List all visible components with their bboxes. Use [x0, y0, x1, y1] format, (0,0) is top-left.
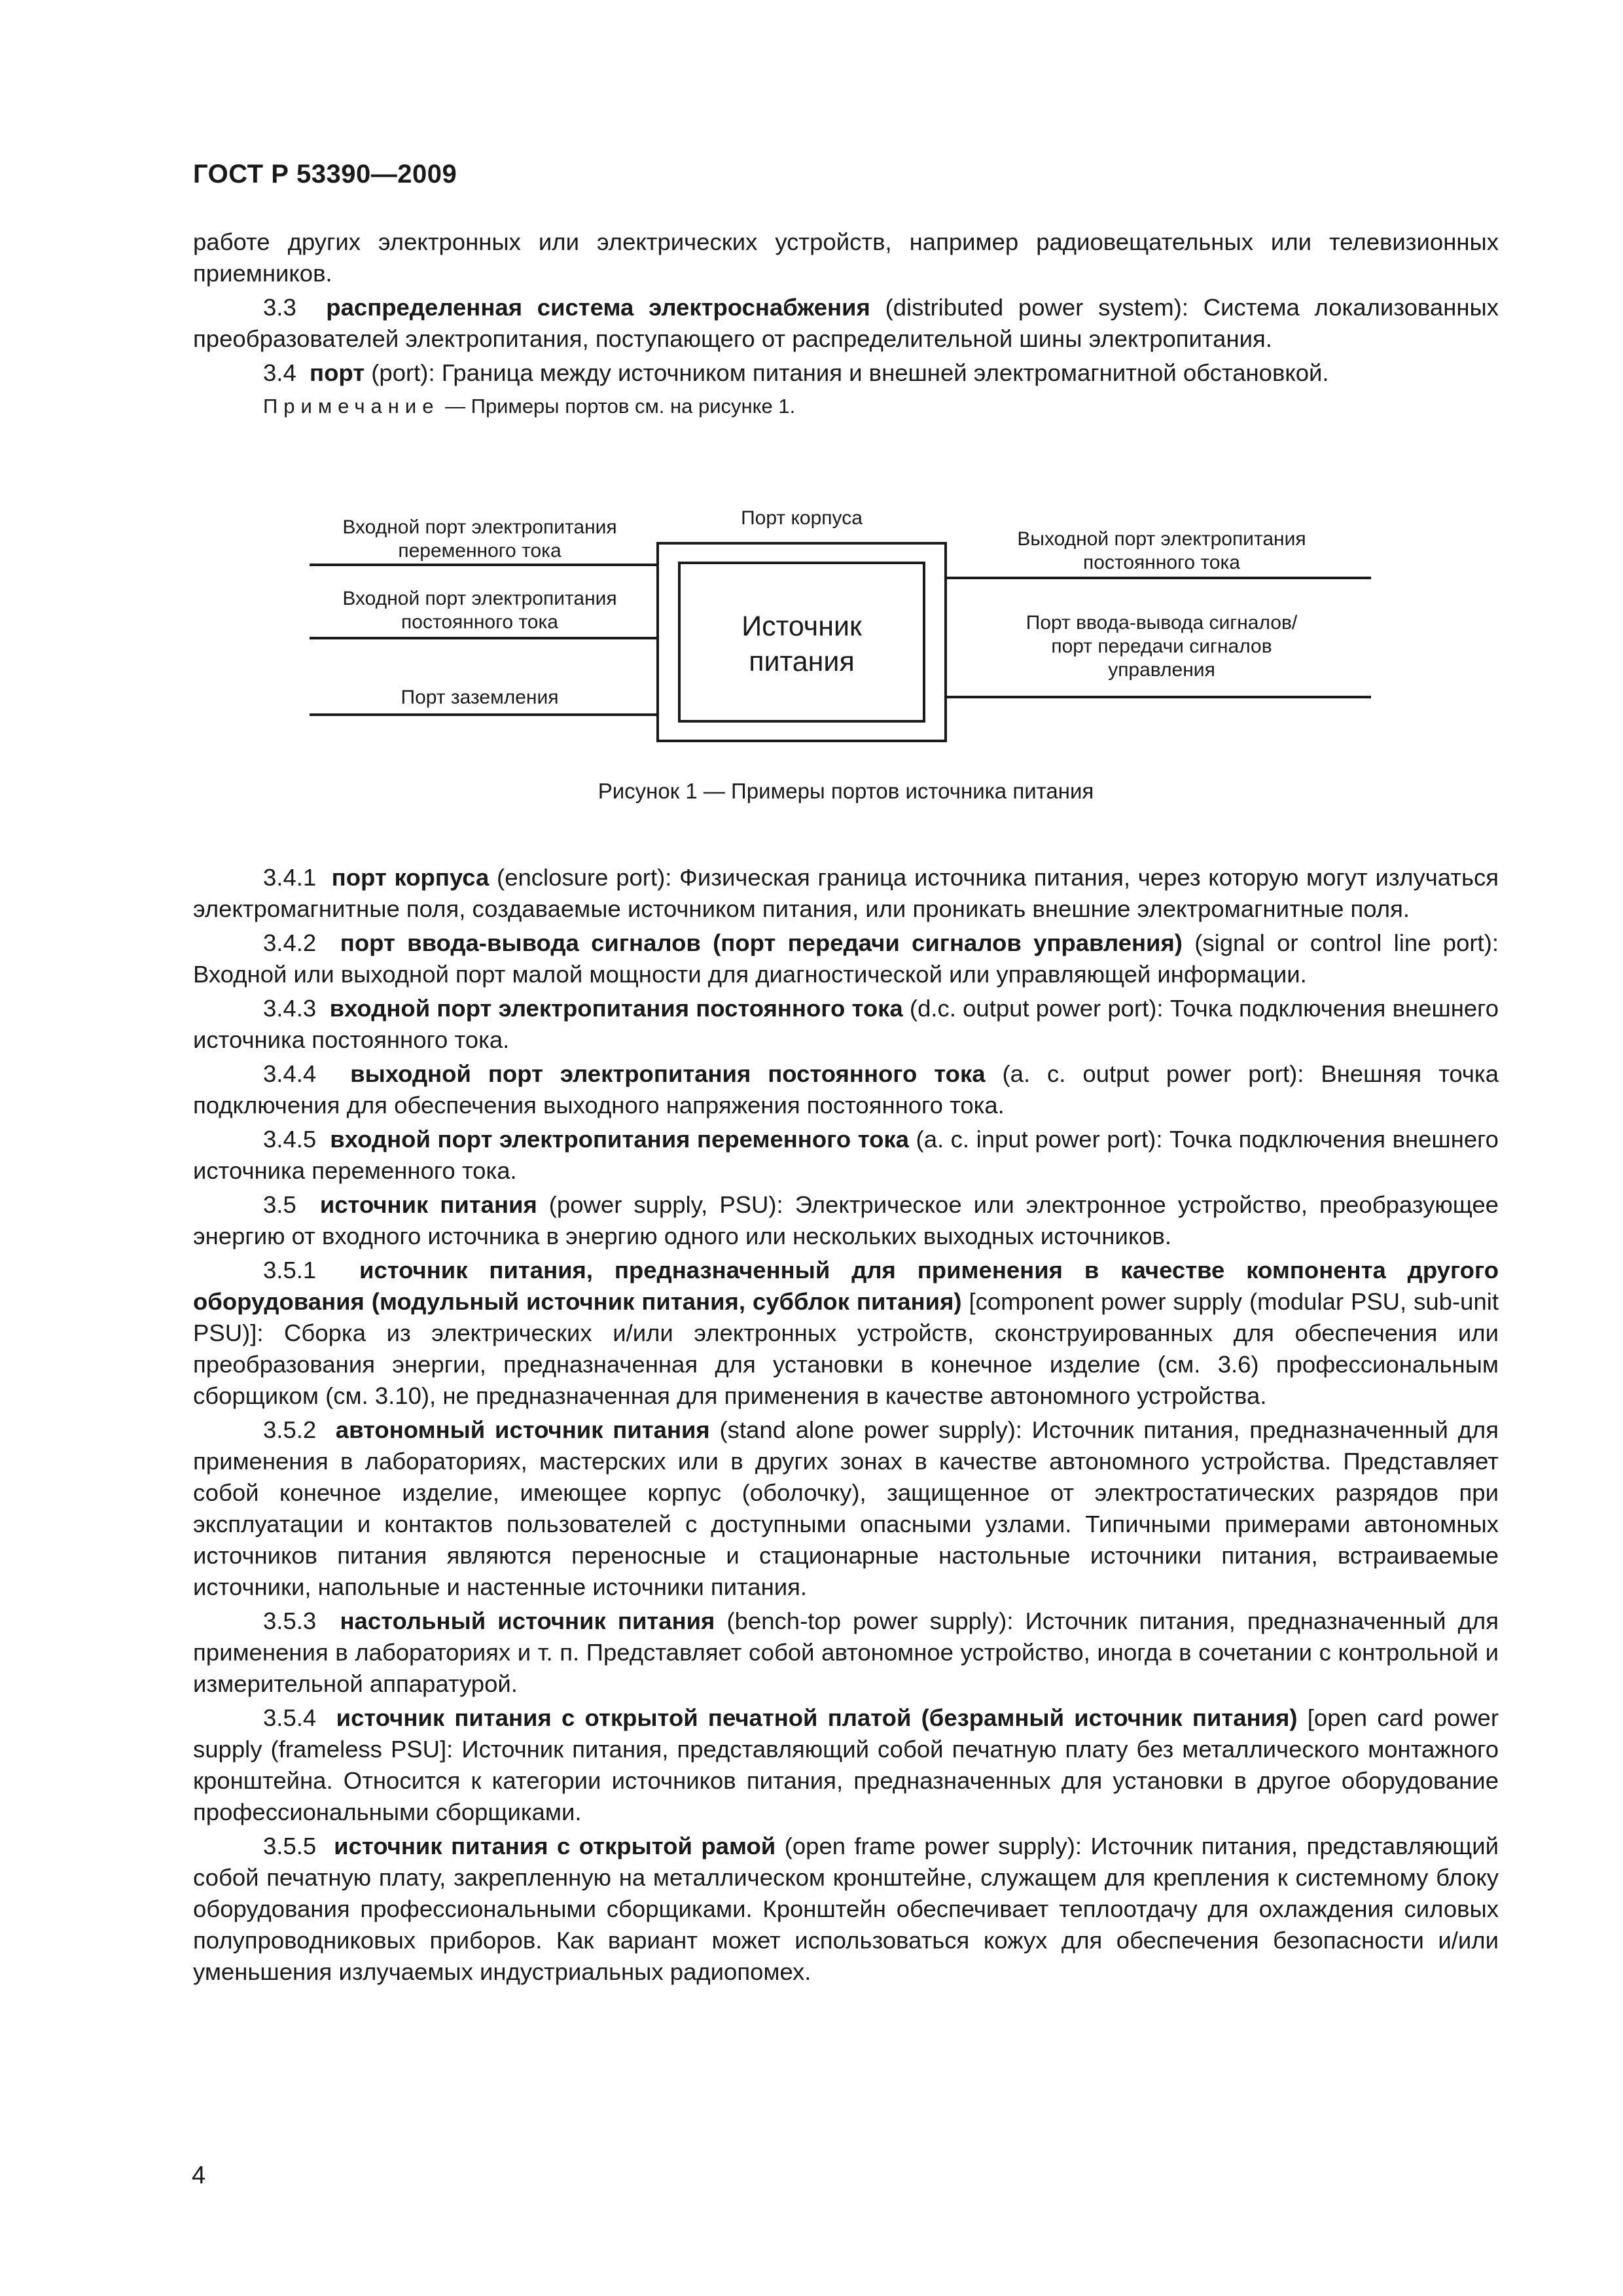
label-line: питания	[749, 646, 855, 677]
term-definition: (power supply, PSU): Электрическое или электронное устройство, преобразующее энергию от входного источника в энергию одного или нескольких выходных источников.	[193, 1191, 1499, 1249]
clause-number: 3.4.2	[263, 929, 317, 956]
term-definition: (a. c. input power port): Точка подключения внешнего источника переменного тока.	[193, 1126, 1499, 1184]
document-header: ГОСТ Р 53390—2009	[193, 160, 457, 188]
page-number: 4	[192, 2162, 206, 2189]
label-line: Выходной порт электропитания	[1017, 528, 1306, 550]
clause-number: 3.4.1	[263, 864, 317, 891]
text-block-bottom	[193, 862, 1499, 1990]
term-definition: (a. c. output power port): Внешняя точка подключения для обеспечения выходного напряжения постоянного тока.	[193, 1060, 1499, 1119]
note	[193, 391, 1499, 422]
note-label: Примечание	[263, 395, 440, 418]
paragraph	[193, 1189, 1499, 1252]
label-line: постоянного тока	[401, 611, 558, 633]
label-line: Источник	[741, 611, 862, 642]
paragraph	[193, 1702, 1499, 1828]
term-definition: [open card power supply (frameless PSU]: Источник питания, представляющий собой печатную плату без металлического монтажного кронштейна. Относится к категории источников питания, предназначенных для установки в другое оборудование профессиональными сборщиками.	[193, 1704, 1499, 1825]
term-name: настольный источник питания	[340, 1607, 715, 1634]
term-name: автономный источник питания	[335, 1416, 710, 1443]
dc-output-label	[959, 528, 1364, 575]
label-line: Входной порт электропитания	[342, 516, 617, 538]
note-text: — Примеры портов см. на рисунке 1.	[439, 395, 796, 418]
figure-caption: Рисунок 1 — Примеры портов источника питания	[597, 779, 1094, 803]
clause-number: 3.5	[263, 1191, 296, 1218]
term-name: порт	[310, 359, 365, 386]
term-definition: (distributed power system): Система локализованных преобразователей электропитания, поступающего от распределительной шины электропитания.	[193, 294, 1499, 352]
clause-number: 3.4.3	[263, 995, 317, 1022]
paragraph	[193, 1831, 1499, 1988]
label-line: управления	[1108, 659, 1215, 681]
term-definition: (port): Граница между источником питания и внешней электромагнитной обстановкой.	[365, 359, 1329, 386]
clause-number: 3.3	[263, 294, 296, 321]
paragraph	[193, 1058, 1499, 1121]
label-line: Порт ввода-вывода сигналов/	[1026, 612, 1298, 634]
term-definition: (enclosure port): Физическая граница источника питания, через которую могут излучаться электромагнитные поля, создаваемые источником питания, или проникать внешние электромагнитные поля.	[193, 864, 1499, 922]
term-name: входной порт электропитания постоянного тока	[329, 995, 903, 1022]
paragraph	[193, 927, 1499, 990]
paragraph	[193, 357, 1499, 389]
term-definition: [component power supply (modular PSU, sub-unit PSU)]: Сборка из электрических и/или электронных устройств, сконструированных для обеспечения или преобразования энергии, предназначенная для установки в конечное изделие (см. 3.6) профессиональным сборщиком (см. 3.10), не предназначенная для применения в качестве автономного устройства.	[193, 1288, 1499, 1409]
term-name: источник питания с открытой печатной платой (безрамный источник питания)	[336, 1704, 1298, 1731]
label-line: Входной порт электропитания	[342, 588, 617, 609]
dc-input-label	[316, 587, 643, 634]
term-definition: (open frame power supply): Источник питания, представляющий собой печатную плату, закрепленную на металлическом кронштейне, служащем для крепления к системному блоку оборудования профессиональными сборщиками. Кронштейн обеспечивает теплоотдачу для охлаждения силовых полупроводниковых приборов. Как вариант может использоваться кожух для обеспечения безопасности и/или уменьшения излучаемых индустриальных радиопомех.	[193, 1833, 1499, 1985]
clause-number: 3.5.5	[263, 1833, 317, 1859]
term-name: распределенная система электроснабжения	[326, 294, 870, 321]
ac-input-label	[316, 516, 643, 563]
figure-1-diagram	[304, 497, 1391, 759]
clause-number: 3.5.2	[263, 1416, 317, 1443]
label-line: постоянного тока	[1083, 552, 1240, 573]
term-name: источник питания, предназначенный для применения в качестве компонента другого оборудования (модульный источник питания, субблок питания)	[193, 1257, 1499, 1315]
term-name: источник питания с открытой рамой	[334, 1833, 776, 1859]
term-name: порт ввода-вывода сигналов (порт передачи сигналов управления)	[340, 929, 1183, 956]
signal-port-label	[959, 611, 1364, 682]
term-definition: (stand alone power supply): Источник питания, предназначенный для применения в лабораториях, мастерских или в других зонах в качестве автономного устройства. Представляет собой конечное изделие, имеющее корпус (оболочку), защищенное от электростатических разрядов при эксплуатации и контактов пользователей с доступными опасными узлами. Типичными примерами автономных источников питания являются переносные и стационарные настольные источники питания, встраиваемые источники, напольные и настенные источники питания.	[193, 1416, 1499, 1600]
power-supply-label	[681, 609, 923, 679]
term-name: входной порт электропитания переменного тока	[330, 1126, 909, 1153]
paragraph	[193, 226, 1499, 289]
term-definition: (bench-top power supply): Источник питания, предназначенный для применения в лабораториях и т. п. Представляет собой автономное устройство, иногда в сочетании с контрольной и измерительной аппаратурой.	[193, 1607, 1499, 1697]
paragraph	[193, 1124, 1499, 1187]
term-definition: (d.c. output power port): Точка подключения внешнего источника постоянного тока.	[193, 995, 1499, 1053]
clause-number: 3.4	[263, 359, 296, 386]
ground-port-label	[316, 686, 643, 709]
clause-number: 3.4.5	[263, 1126, 317, 1153]
clause-number: 3.5.4	[263, 1704, 317, 1731]
clause-number: 3.5.1	[263, 1257, 317, 1283]
term-definition: (signal or control line port): Входной или выходной порт малой мощности для диагностической или управляющей информации.	[193, 929, 1499, 988]
label-line: Порт корпуса	[741, 507, 863, 529]
clause-number: 3.4.4	[263, 1060, 317, 1087]
label-line: Порт заземления	[401, 687, 559, 708]
paragraph	[193, 1255, 1499, 1412]
label-line: переменного тока	[398, 540, 562, 562]
text-block-top	[193, 226, 1499, 422]
paragraph-text: работе других электронных или электрических устройств, например радиовещательных или телевизионных приемников.	[193, 228, 1499, 287]
paragraph	[193, 862, 1499, 925]
term-name: выходной порт электропитания постоянного тока	[350, 1060, 986, 1087]
paragraph	[193, 1605, 1499, 1700]
enclosure-port-label	[684, 507, 919, 530]
term-name: источник питания	[319, 1191, 537, 1218]
paragraph	[193, 1414, 1499, 1603]
paragraph	[193, 292, 1499, 355]
label-line: порт передачи сигналов	[1051, 636, 1272, 657]
clause-number: 3.5.3	[263, 1607, 317, 1634]
term-name: порт корпуса	[331, 864, 490, 891]
paragraph	[193, 993, 1499, 1056]
